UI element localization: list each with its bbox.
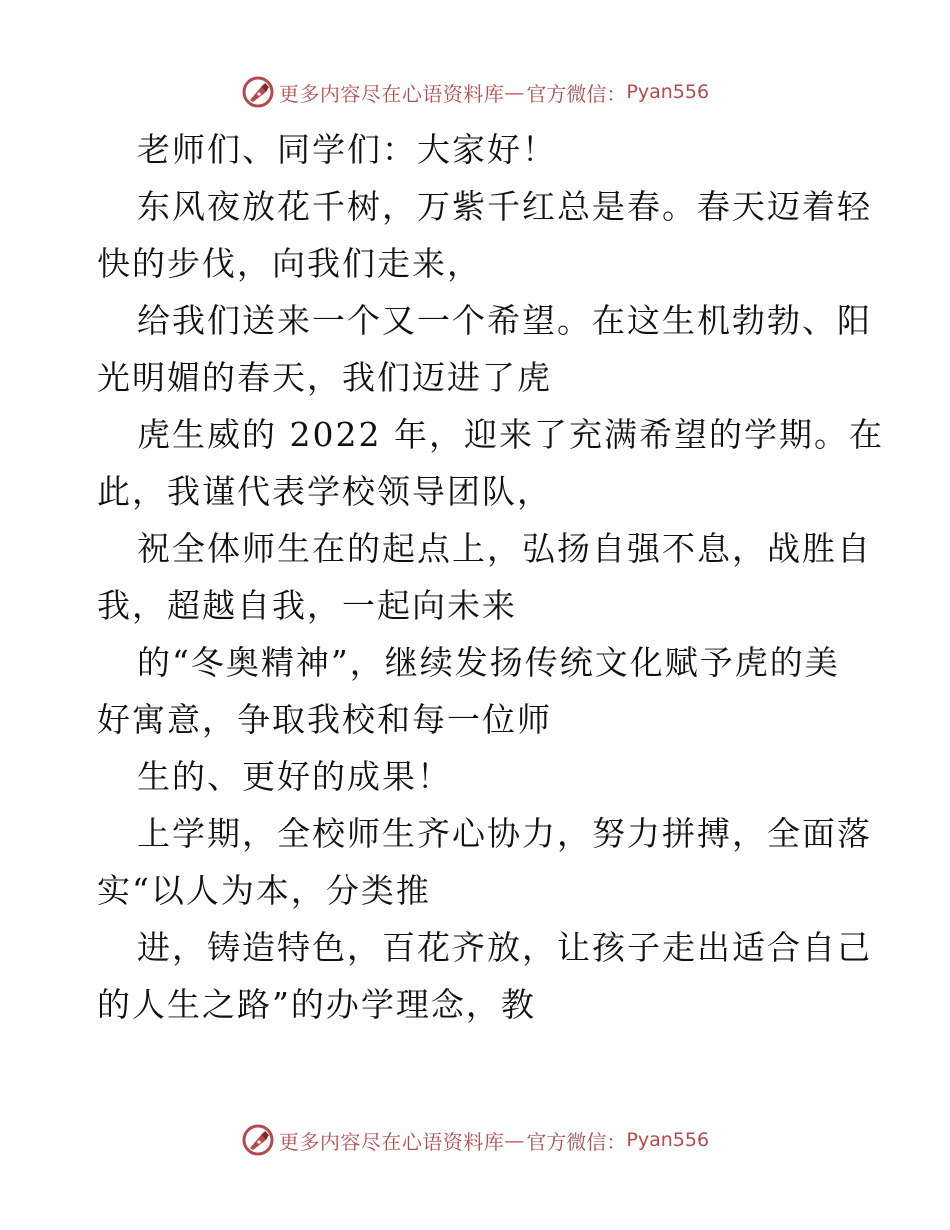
text-line: 进，铸造特色，百花齐放，让孩子走出适合自己	[137, 928, 872, 967]
paragraph	[97, 178, 872, 292]
text-line: 好寓意，争取我校和每一位师	[97, 700, 552, 739]
paragraph	[97, 406, 884, 520]
text-line: 祝全体师生在的起点上，弘扬自强不息，战胜自	[137, 529, 872, 568]
banner-label: 官方微信：	[526, 81, 627, 106]
text-line: 的人生之路”的办学理念，教	[97, 985, 536, 1024]
text-line: 我，超越自我，一起向未来	[97, 586, 517, 625]
pen-nib-logo-icon	[241, 75, 275, 109]
paragraph	[97, 520, 872, 634]
document-body	[97, 121, 884, 1033]
paragraph	[97, 919, 872, 1033]
text-line: 此，我谨代表学校领导团队，	[97, 472, 552, 511]
paragraph	[97, 292, 872, 406]
paragraph	[97, 805, 872, 919]
text-line: 的“冬奥精神”，继续发扬传统文化赋予虎的美	[137, 643, 840, 682]
text-line: 快的步伐，向我们走来，	[97, 244, 482, 283]
banner-text: 更多内容尽在心语资料库	[278, 81, 505, 106]
pen-nib-logo-icon	[241, 1123, 275, 1157]
paragraph	[97, 748, 857, 805]
text-line: 老师们、同学们：大家好！	[137, 130, 557, 169]
text-line: 光明媚的春天，我们迈进了虎	[97, 358, 552, 397]
text-line: 上学期，全校师生齐心协力，努力拼搏，全面落	[137, 814, 872, 853]
text-line: 给我们送来一个又一个希望。在这生机勃勃、阳	[137, 301, 872, 340]
text-line: 生的、更好的成果！	[137, 757, 452, 796]
banner-wechat-id: Pyan556	[626, 81, 710, 103]
text-line: 实“以人为本，分类推	[97, 871, 431, 910]
text-line: 东风夜放花千树，万紫千红总是春。春天迈着轻	[137, 187, 872, 226]
banner-text: 更多内容尽在心语资料库	[278, 1129, 505, 1154]
header-banner	[0, 72, 950, 112]
text-line: 虎生威的 2022 年，迎来了充满希望的学期。在	[137, 415, 884, 454]
banner-wechat-id: Pyan556	[626, 1129, 710, 1151]
paragraph	[97, 121, 857, 178]
banner-separator: —	[504, 1128, 525, 1152]
banner-label: 官方微信：	[526, 1129, 627, 1154]
banner-separator: —	[504, 80, 525, 104]
footer-banner	[0, 1120, 950, 1160]
paragraph	[97, 634, 857, 748]
